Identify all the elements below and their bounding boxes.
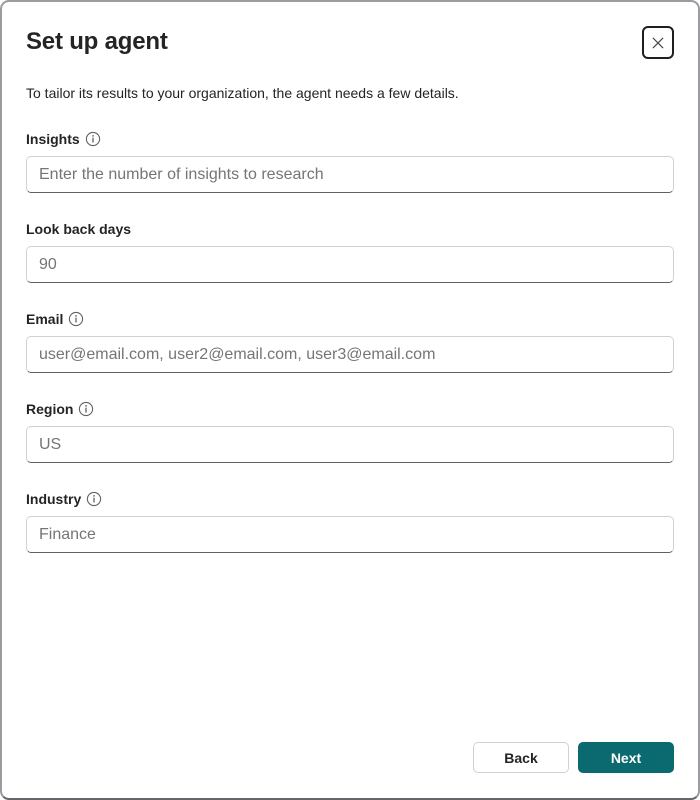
region-input[interactable]	[26, 426, 674, 463]
email-label: Email	[26, 311, 64, 327]
field-email	[26, 309, 674, 373]
field-insights	[26, 129, 674, 193]
close-icon	[650, 35, 666, 51]
dialog-title: Set up agent	[26, 28, 168, 55]
field-region	[26, 399, 674, 463]
info-icon[interactable]	[78, 401, 94, 417]
info-icon[interactable]	[85, 131, 101, 147]
region-label: Region	[26, 401, 74, 417]
next-button[interactable]: Next	[578, 742, 674, 773]
look-back-days-input[interactable]	[26, 246, 674, 283]
look-back-days-label: Look back days	[26, 221, 132, 237]
info-icon[interactable]	[86, 491, 102, 507]
field-look-back-days	[26, 219, 674, 283]
insights-input[interactable]	[26, 156, 674, 193]
dialog-header	[26, 26, 674, 59]
back-button[interactable]: Back	[473, 742, 569, 773]
close-button[interactable]	[642, 26, 674, 59]
dialog-subtitle: To tailor its results to your organization, the agent needs a few details.	[26, 85, 459, 101]
field-industry	[26, 489, 674, 553]
industry-input[interactable]	[26, 516, 674, 553]
email-input[interactable]	[26, 336, 674, 373]
dialog-footer	[473, 742, 674, 773]
insights-label: Insights	[26, 131, 80, 147]
industry-label: Industry	[26, 491, 82, 507]
info-icon[interactable]	[68, 311, 84, 327]
